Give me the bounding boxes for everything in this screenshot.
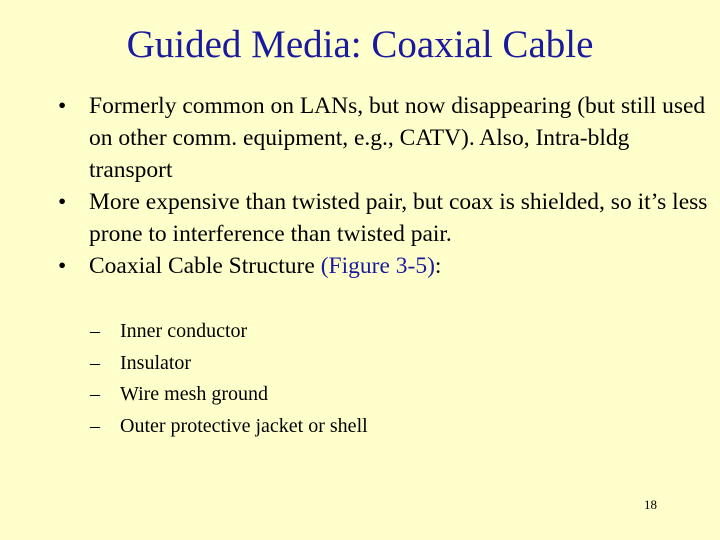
bullet-item [58, 90, 708, 186]
sub-bullet-item [90, 379, 368, 411]
bullet-list [58, 90, 708, 282]
sub-bullet-text: Wire mesh ground [120, 383, 269, 405]
bullet-item [58, 186, 708, 250]
sub-bullet-text: Insulator [120, 351, 192, 374]
sub-bullet-list [90, 316, 368, 442]
sub-bullet-text: Inner conductor [120, 320, 248, 342]
bullet-text: More expensive than twisted pair, but coax is shielded, so it’s less prone to interference than twisted pair. [89, 189, 708, 247]
bullet-item [58, 250, 708, 282]
dash-marker: – [90, 320, 100, 342]
slide-title: Guided Media: Coaxial Cable [126, 23, 594, 66]
dash-marker: – [90, 351, 100, 374]
page-number: 18 [644, 497, 657, 512]
dash-marker: – [90, 383, 100, 405]
bullet-suffix: : [434, 253, 442, 279]
figure-reference: (Figure 3-5) [320, 253, 435, 279]
sub-bullet-item [90, 411, 368, 443]
bullet-text: Coaxial Cable Structure [89, 253, 321, 279]
bullet-text: Formerly common on LANs, but now disappearing (but still used on other comm. equipment, e.g., CATV). Also, Intra-bldg transport [89, 93, 706, 183]
sub-bullet-item [90, 316, 368, 348]
sub-bullet-item [90, 348, 368, 380]
dash-marker: – [90, 414, 100, 437]
sub-bullet-text: Outer protective jacket or shell [120, 414, 368, 437]
bullet-dot: • [58, 189, 67, 215]
bullet-dot: • [58, 93, 67, 119]
bullet-dot: • [58, 253, 67, 279]
